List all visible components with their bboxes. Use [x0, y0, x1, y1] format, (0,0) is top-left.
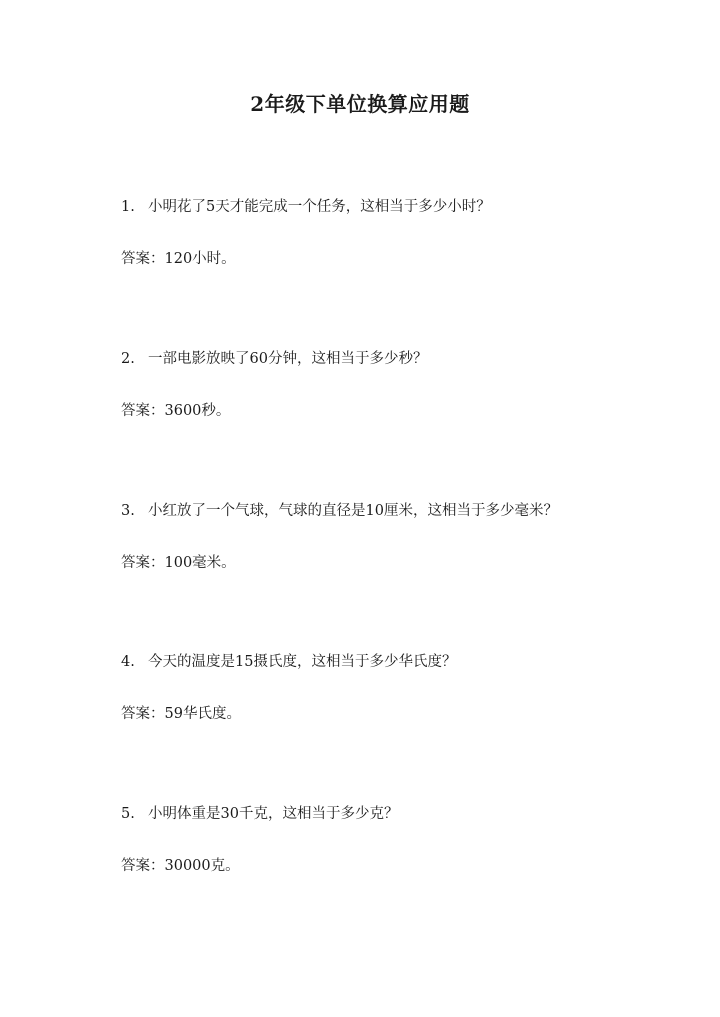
question-3 [121, 501, 681, 521]
question-text: 小明体重是30千克，这相当于多少克？ [148, 806, 399, 822]
question-number: 4. [121, 654, 135, 670]
answer-text: 3600秒。 [164, 403, 231, 419]
question-text: 小明花了5天才能完成一个任务，这相当于多少小时？ [148, 199, 491, 215]
question-text: 一部电影放映了60分钟，这相当于多少秒？ [148, 351, 428, 367]
question-1 [121, 197, 681, 217]
question-block-4 [121, 652, 681, 724]
question-text: 小红放了一个气球，气球的直径是10厘米，这相当于多少毫米？ [148, 503, 558, 519]
question-5 [121, 804, 681, 824]
question-4 [121, 652, 681, 672]
answer-text: 120小时。 [164, 251, 236, 267]
answer-text: 59华氏度。 [164, 706, 241, 722]
answer-1 [121, 249, 681, 269]
answer-label: 答案： [121, 555, 165, 571]
answer-text: 30000克。 [164, 858, 240, 874]
question-text: 今天的温度是15摄氏度，这相当于多少华氏度？ [148, 654, 457, 670]
question-number: 3. [121, 503, 135, 519]
question-block-3 [121, 501, 681, 573]
question-number: 2. [121, 351, 135, 367]
answer-2 [121, 401, 681, 421]
answer-label: 答案： [121, 706, 165, 722]
answer-label: 答案： [121, 251, 165, 267]
answer-label: 答案： [121, 403, 165, 419]
question-block-2 [121, 349, 681, 421]
question-number: 5. [121, 806, 135, 822]
answer-3 [121, 553, 681, 573]
answer-5 [121, 856, 681, 876]
answer-text: 100毫米。 [164, 555, 236, 571]
question-block-1 [121, 197, 681, 269]
question-block-5 [121, 804, 681, 876]
question-number: 1. [121, 199, 135, 215]
question-2 [121, 349, 681, 369]
answer-4 [121, 704, 681, 724]
page-title: 2年级下单位换算应用题 [250, 92, 470, 116]
answer-label: 答案： [121, 858, 165, 874]
